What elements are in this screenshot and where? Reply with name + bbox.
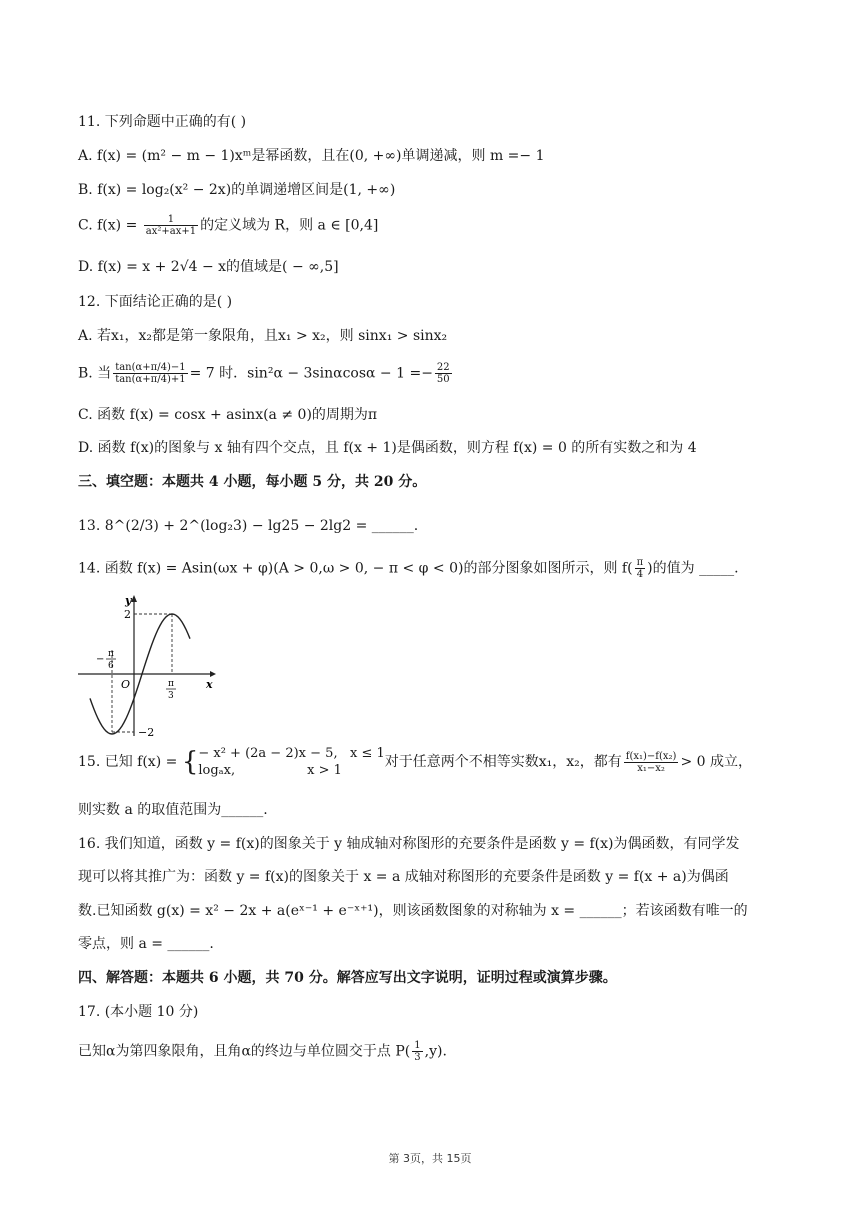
q11-c-suffix: 的定义域为 R，则 a ∈ [0,4]: [200, 217, 379, 234]
x-axis-arrow: [210, 671, 216, 677]
q15-fraction: [624, 751, 679, 774]
q15-brace: {: [181, 747, 199, 777]
q14-prefix: 14. 函数 f(x) = Asin(ωx + φ)(A > 0,ω > 0, − π < φ < 0)的部分图象如图所示，则 f(: [78, 560, 633, 577]
q14-denominator: 4: [636, 569, 644, 580]
right-tick-denominator: 3: [168, 691, 174, 701]
q15-suffix: > 0 成立，: [680, 754, 752, 770]
q12-b-middle: = 7 时．sin²α − 3sinαcosα − 1 =−: [189, 365, 433, 382]
q11-option-a: A. f(x) = (m² − m − 1)xᵐ是幂函数，且在(0, +∞)单调递减，则 m =− 1: [78, 148, 545, 164]
q12-option-a: A. 若x₁，x₂都是第一象限角，且x₁ > x₂，则 sinx₁ > sinx₂: [78, 328, 448, 344]
q15-case-2-expr: logₐx,: [198, 763, 236, 778]
q13-text: 13. 8^(2/3) + 2^(log₂3) − lg25 − 2lg2 = ______.: [78, 518, 419, 534]
q11-c-fraction: [144, 214, 198, 237]
q12-option-b: [78, 362, 454, 385]
sine-graph-figure: [78, 590, 218, 740]
q16-line-2: 现可以将其推广为：函数 y = f(x)的图象关于 x = a 成轴对称图形的充要条件是函数 y = f(x + a)为偶函: [78, 869, 729, 885]
q17-numerator: 1: [414, 1040, 421, 1051]
q17-denominator: 3: [414, 1052, 421, 1063]
q15-middle: 对于任意两个不相等实数x₁，x₂，都有: [384, 754, 622, 770]
section-4-heading: 四、解答题：本题共 6 小题，共 70 分。解答应写出文字说明，证明过程或演算步骤。: [78, 970, 617, 986]
q12-b-fraction: [113, 362, 187, 385]
q12-b-prefix: B. 当: [78, 365, 112, 382]
q17-suffix: ,y).: [424, 1043, 447, 1060]
q15-case-1-expr: − x² + (2a − 2)x − 5,: [198, 746, 338, 761]
q11-option-b: B. f(x) = log₂(x² − 2x)的单调递增区间是(1, +∞): [78, 182, 396, 198]
q16-line-1: 16. 我们知道，函数 y = f(x)的图象关于 y 轴成轴对称图形的充要条件是函数 y = f(x)为偶函数，有同学发: [78, 836, 740, 852]
q15-case-2-cond: x > 1: [307, 763, 342, 778]
origin-label: O: [121, 678, 131, 691]
q11-option-c: [78, 214, 378, 237]
q12-b-denominator: tan(α+π/4)+1: [115, 374, 186, 385]
q12-b-fraction-2: [435, 362, 452, 385]
q15-denominator: x₁−x₂: [637, 762, 665, 774]
q11-c-numerator: 1: [144, 214, 198, 226]
q14-fraction: [635, 557, 646, 580]
q12-option-d: D. 函数 f(x)的图象与 x 轴有四个交点，且 f(x + 1)是偶函数，则方程 f(x) = 0 的所有实数之和为 4: [78, 440, 697, 456]
q17-stem: 17. (本小题 10 分): [78, 1004, 199, 1020]
q11-option-d: D. f(x) = x + 2√4 − x的值域是( − ∞,5]: [78, 259, 339, 275]
q15-text: [78, 742, 752, 782]
q15-line-2: 则实数 a 的取值范围为______.: [78, 802, 268, 818]
q17-prefix: 已知α为第四象限角，且角α的终边与单位圆交于点 P(: [78, 1043, 411, 1060]
q12-option-c: C. 函数 f(x) = cosx + asinx(a ≠ 0)的周期为π: [78, 407, 378, 423]
q14-text: [78, 557, 739, 580]
q15-prefix: 15. 已知 f(x) =: [78, 754, 178, 770]
q17-text: [78, 1040, 447, 1063]
q15-case-1-cond: x ≤ 1: [349, 746, 385, 761]
left-tick-numerator: π: [108, 649, 114, 659]
q12-b-denominator-2: 50: [436, 374, 450, 385]
q12-b-numerator: tan(α+π/4)−1: [115, 362, 186, 373]
x-axis-label: x: [206, 678, 213, 691]
max-value-label: 2: [124, 608, 131, 621]
left-tick-sign: −: [96, 654, 105, 665]
y-axis-label: y: [125, 594, 132, 607]
q11-c-prefix: C. f(x) =: [78, 217, 142, 234]
left-tick-denominator: 6: [108, 661, 114, 671]
y-axis-arrow: [131, 595, 137, 602]
q11-c-denominator: ax²+ax+1: [145, 226, 197, 237]
q16-line-4: 零点，则 a = ______.: [78, 936, 214, 952]
q14-suffix: )的值为 _____.: [647, 560, 739, 577]
q12-stem: 12. 下面结论正确的是( ): [78, 294, 233, 310]
q17-fraction: [412, 1040, 422, 1063]
q16-line-3: 数.已知函数 g(x) = x² − 2x + a(eˣ⁻¹ + e⁻ˣ⁺¹)，则该函数图象的对称轴为 x = ______；若该函数有唯一的: [78, 903, 748, 919]
q15-cases: [198, 745, 384, 779]
q15-case-1: [198, 745, 384, 762]
q12-b-numerator-2: 22: [436, 362, 450, 373]
q15-case-2: [198, 762, 384, 779]
q14-numerator: π: [636, 557, 644, 568]
page-footer: 第 3页，共 15页: [388, 1152, 472, 1165]
section-3-heading: 三、填空题：本题共 4 小题，每小题 5 分，共 20 分。: [78, 474, 427, 490]
right-tick-numerator: π: [168, 679, 174, 689]
q11-stem: 11. 下列命题中正确的有( ): [78, 114, 247, 130]
q15-numerator: f(x₁)−f(x₂): [625, 750, 677, 762]
min-value-label: −2: [138, 726, 155, 739]
